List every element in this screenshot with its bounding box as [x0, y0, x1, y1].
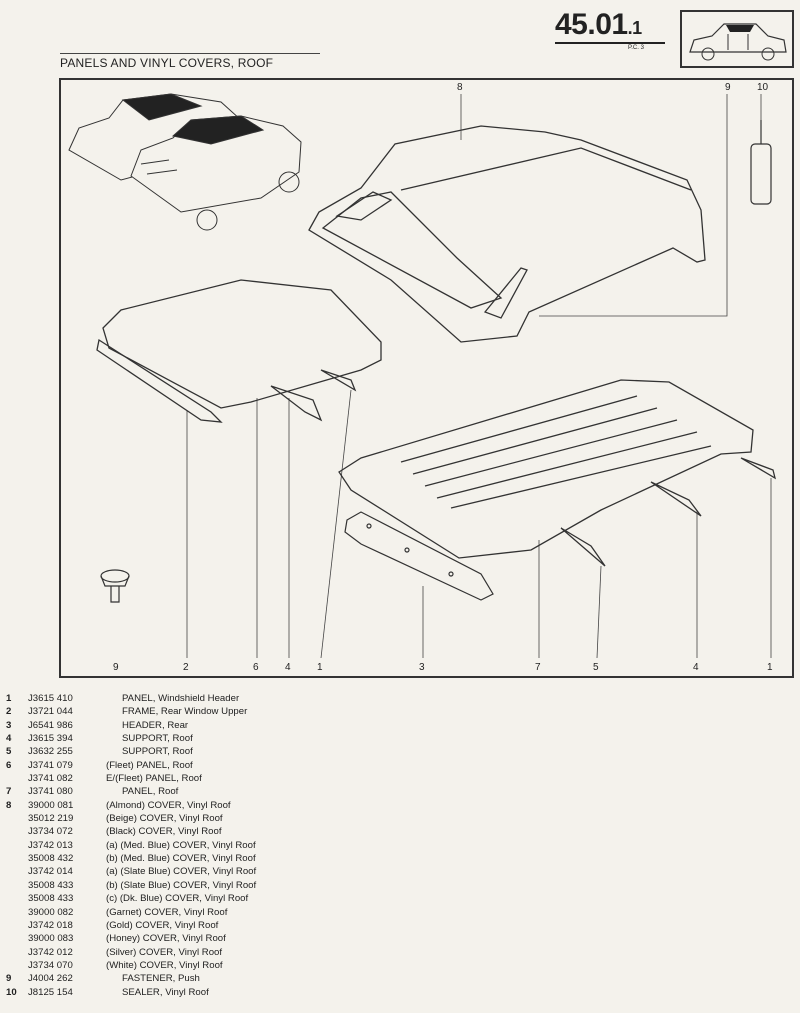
ref-number: 9 [6, 973, 12, 985]
part-description: SUPPORT, Roof [122, 746, 193, 758]
page-title: PANELS AND VINYL COVERS, ROOF [60, 56, 274, 70]
part-description: (c) (Dk. Blue) COVER, Vinyl Roof [106, 893, 249, 905]
part-description: FASTENER, Push [122, 973, 200, 985]
reference-cars-illustration [69, 94, 301, 230]
callout-4: 4 [285, 662, 291, 673]
callout-8-top: 8 [457, 82, 463, 93]
ref-number: 3 [6, 719, 12, 731]
part-description: SUPPORT, Roof [122, 733, 193, 745]
callout-5: 5 [593, 662, 599, 673]
part-number: 35008 433 [28, 879, 74, 891]
ref-number: 4 [6, 733, 12, 745]
part-number: 35008 432 [28, 853, 74, 865]
ref-number: 5 [6, 746, 12, 758]
sealer-tube-10 [751, 120, 771, 204]
part-description: E/(Fleet) PANEL, Roof [106, 773, 202, 785]
part-number: J3615 410 [28, 693, 73, 704]
part-number: J6541 986 [28, 719, 73, 731]
part-description: (Garnet) COVER, Vinyl Roof [106, 906, 228, 918]
callout-9: 9 [113, 662, 119, 673]
part-number: 35008 433 [28, 893, 74, 905]
vehicle-thumbnail [680, 10, 794, 68]
callout-1: 1 [317, 662, 323, 673]
callout-9-top: 9 [725, 82, 731, 93]
rear-header-3 [345, 512, 493, 600]
push-fastener-9 [101, 570, 129, 602]
part-number: J3632 255 [28, 746, 73, 758]
part-description: (Silver) COVER, Vinyl Roof [106, 946, 223, 958]
part-description: (Black) COVER, Vinyl Roof [106, 826, 222, 838]
callout-2: 2 [183, 662, 189, 673]
part-description: (a) (Med. Blue) COVER, Vinyl Roof [106, 839, 256, 851]
part-number: J3742 018 [28, 919, 73, 931]
part-description: (Honey) COVER, Vinyl Roof [106, 933, 226, 945]
part-description: (Beige) COVER, Vinyl Roof [106, 813, 223, 825]
header-rule [555, 42, 665, 44]
callout-10-top: 10 [757, 82, 769, 93]
part-number: J3741 079 [28, 759, 73, 771]
part-number: J3734 070 [28, 959, 73, 971]
part-number: J3734 072 [28, 826, 73, 838]
part-description: (b) (Slate Blue) COVER, Vinyl Roof [106, 879, 257, 891]
ref-number: 10 [6, 986, 17, 998]
part-description: FRAME, Rear Window Upper [122, 706, 248, 718]
part-description: (Almond) COVER, Vinyl Roof [106, 799, 231, 811]
part-number: J3721 044 [28, 706, 73, 718]
part-description: PANEL, Windshield Header [122, 693, 240, 704]
part-number: J3741 082 [28, 773, 73, 785]
part-description: (a) (Slate Blue) COVER, Vinyl Roof [106, 866, 257, 878]
ref-number: 6 [6, 759, 12, 771]
part-description: (White) COVER, Vinyl Roof [106, 959, 223, 971]
part-description: PANEL, Roof [122, 786, 179, 798]
part-number: 35012 219 [28, 813, 74, 825]
part-number: J4004 262 [28, 973, 73, 985]
page-number: 45.01.1 [555, 8, 642, 41]
ref-number: 2 [6, 706, 12, 718]
part-description: (Fleet) PANEL, Roof [106, 759, 193, 771]
ref-number: 1 [6, 693, 12, 704]
part-description: (b) (Med. Blue) COVER, Vinyl Roof [106, 853, 256, 865]
callout-7: 7 [535, 662, 541, 673]
roof-panel-7 [339, 380, 775, 566]
part-number: 39000 081 [28, 799, 74, 811]
callout-6: 6 [253, 662, 259, 673]
part-number: J3741 080 [28, 786, 73, 798]
ref-number: 7 [6, 786, 12, 798]
part-description: (Gold) COVER, Vinyl Roof [106, 919, 219, 931]
part-number: J3615 394 [28, 733, 73, 745]
callout-3: 3 [419, 662, 425, 673]
part-number: J3742 012 [28, 946, 73, 958]
part-number: J3742 013 [28, 839, 73, 851]
part-description: SEALER, Vinyl Roof [122, 986, 209, 998]
callout-1-right: 1 [767, 662, 773, 673]
title-rule [60, 53, 320, 54]
part-number: J3742 014 [28, 866, 73, 878]
page-code: P.C. 3 [628, 45, 644, 51]
part-number: 39000 083 [28, 933, 74, 945]
part-number: 39000 082 [28, 906, 74, 918]
ref-number: 8 [6, 799, 12, 811]
part-description: HEADER, Rear [122, 719, 189, 731]
callout-4-right: 4 [693, 662, 699, 673]
exploded-diagram [59, 78, 794, 678]
vinyl-roof-cover-8 [309, 126, 705, 342]
roof-panel-6 [97, 280, 381, 422]
part-number: J8125 154 [28, 986, 73, 998]
